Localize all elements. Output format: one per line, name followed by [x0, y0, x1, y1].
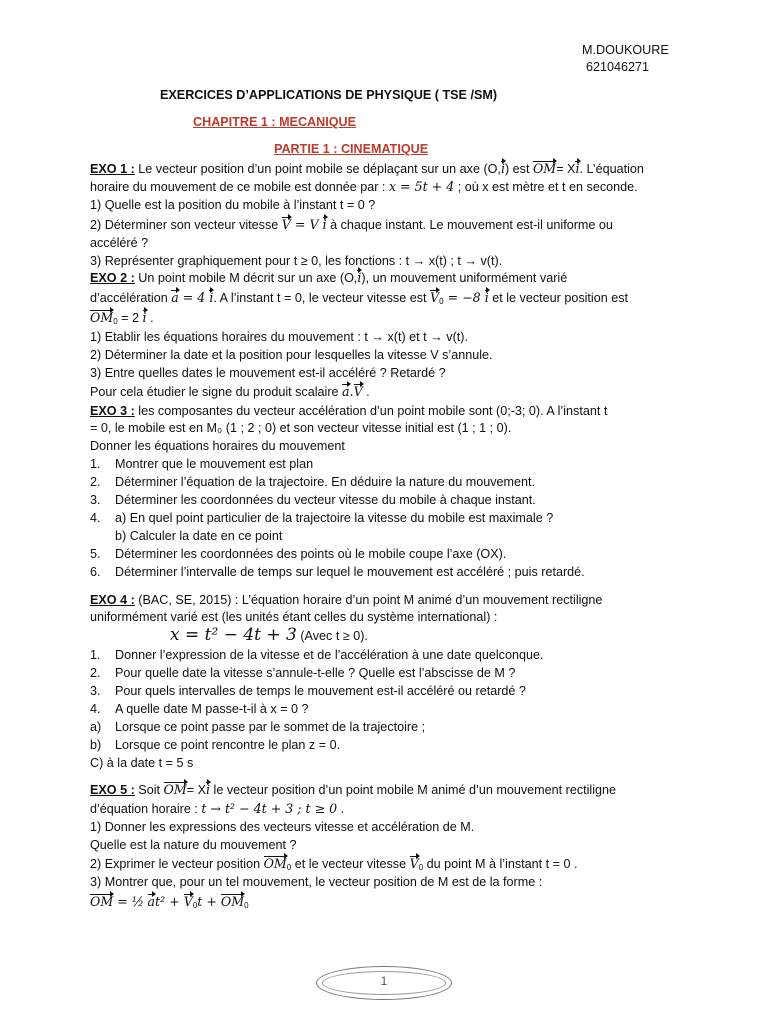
vector-om: OM [532, 161, 557, 176]
vector-om: OM [163, 782, 187, 797]
fraction-half: ½ [131, 894, 145, 909]
list-item: b) Lorsque ce point rencontre le plan z = 0. [90, 738, 341, 752]
vector-v: V [281, 217, 291, 232]
list-item: 4. A quelle date M passe-t-il à x = 0 ? [90, 702, 309, 716]
vector-om0: OM [220, 894, 245, 909]
exo2-line-3: $OM_0 = 2$ i . [90, 310, 154, 326]
unit-vector-i: i [484, 290, 489, 305]
unit-vector-i: i [357, 270, 362, 285]
list-item: 3. Déterminer les coordonnées du vecteur vitesse du mobile à chaque instant. [90, 493, 536, 507]
vector-a: a [171, 290, 179, 305]
exo4-equation-line: x = t² − 4t + 3 (Avec t ≥ 0). [170, 625, 368, 645]
exo1-label: EXO 1 : [90, 162, 135, 176]
chapter-title: CHAPITRE 1 : MECANIQUE [193, 115, 357, 129]
vector-v0: V [409, 856, 419, 871]
exo5-question-2: 2) Exprimer le vecteur position $OM_0$ et le vecteur vitesse $V_0$ du point M à l’instant t = 0 . [90, 856, 578, 872]
unit-vector-i: i [209, 290, 214, 305]
list-item: 1. Donner l’expression de la vitesse et de l’accélération à une date quelconque. [90, 648, 544, 662]
exo4-part-c: C) à la date t = 5 s [90, 756, 194, 770]
exo5-formula: OM = ½ $at^2 + V_0t + OM_0$ [90, 894, 249, 910]
unit-vector-i: i [142, 310, 147, 325]
vector-v: V [353, 384, 363, 399]
exo4-line-2: uniformément varié est (les unités étant celles du système international) : [90, 610, 498, 624]
vector-om: OM [90, 894, 114, 909]
part-title: PARTIE 1 : CINEMATIQUE [274, 142, 429, 156]
exo5-line-1: EXO 5 : Soit OM= Xi le vecteur position d’un point mobile M animé d’un mouvement rectiligne [90, 782, 617, 797]
exo2-line-2: d’accélération a = 4 i. A l’instant t = 0, le vecteur vitesse est $V_0 = -8$ i et le vecteur position est [90, 290, 629, 306]
exo2-question-4: Pour cela étudier le signe du produit scalaire a.V . [90, 384, 370, 399]
exo1-question-2-cont: accéléré ? [90, 236, 149, 250]
list-item: a) Lorsque ce point passe par le sommet de la trajectoire ; [90, 720, 426, 734]
exo5-question-1b: Quelle est la nature du mouvement ? [90, 838, 297, 852]
exo4-equation: x = t² − 4t + 3 [170, 625, 297, 645]
exo5-label: EXO 5 : [90, 783, 135, 797]
list-item: b) Calculer la date en ce point [115, 529, 283, 543]
exo3-line-1: EXO 3 : les composantes du vecteur accélération d’un point mobile sont (0;-3; 0). A l’instant t [90, 404, 608, 418]
exo2-label: EXO 2 : [90, 271, 135, 285]
list-item: 2. Déterminer l’équation de la trajectoire. En déduire la nature du mouvement. [90, 475, 536, 489]
vector-v0: V [430, 290, 440, 305]
list-item: 2. Pour quelle date la vitesse s’annule-t-elle ? Quelle est l’abscisse de M ? [90, 666, 516, 680]
exo1-question-1: 1) Quelle est la position du mobile à l’instant t = 0 ? [90, 198, 376, 212]
exo2-line-1: EXO 2 : Un point mobile M décrit sur un axe (O,i), un mouvement uniformément varié [90, 270, 568, 285]
document-title: EXERCICES D’APPLICATIONS DE PHYSIQUE ( TSE /SM) [160, 88, 498, 102]
vector-v0: V [183, 894, 193, 909]
unit-vector-i: i [322, 217, 327, 232]
exo3-label: EXO 3 : [90, 404, 135, 418]
exo4-label: EXO 4 : [90, 593, 135, 607]
exo1-line-1: EXO 1 : Le vecteur position d’un point mobile se déplaçant sur un axe (O,i) est OM= Xi. L’équation [90, 161, 644, 176]
exo2-question-3: 3) Entre quelles dates le mouvement est-il accéléré ? Retardé ? [90, 366, 446, 380]
list-item: 6. Déterminer l’intervalle de temps sur lequel le mouvement est accéléré ; puis retardé. [90, 565, 585, 579]
exo1-line-2: horaire du mouvement de ce mobile est donnée par : x = 5t + 4 ; où x est mètre et t en seconde. [90, 179, 638, 194]
author-name: M.DOUKOURE [582, 43, 669, 57]
vector-om0: OM [263, 856, 287, 871]
exo5-question-3: 3) Montrer que, pour un tel mouvement, le vecteur position de M est de la forme : [90, 875, 543, 889]
exo5-equation: t → t² − 4t + 3 ; t ≥ 0 [201, 801, 338, 816]
author-phone: 621046271 [586, 60, 650, 74]
page-number-badge [316, 966, 452, 1000]
vector-om0: OM [90, 310, 114, 325]
exo5-question-1: 1) Donner les expressions des vecteurs vitesse et accélération de M. [90, 820, 475, 834]
exo2-question-1: 1) Etablir les équations horaires du mouvement : t → x(t) et t → v(t). [90, 330, 468, 344]
exo1-question-2: 2) Déterminer son vecteur vitesse V = V i à chaque instant. Le mouvement est-il uniforme ou [90, 217, 613, 232]
exo1-question-3: 3) Représenter graphiquement pour t ≥ 0, les fonctions : t → x(t) ; t → v(t). [90, 254, 503, 268]
exo1-equation: x = 5t + 4 [388, 179, 455, 194]
list-item: 5. Déterminer les coordonnées des points où le mobile coupe l’axe (OX). [90, 547, 507, 561]
list-item: 3. Pour quels intervalles de temps le mouvement est-il accéléré ou retardé ? [90, 684, 526, 698]
unit-vector-i: i [575, 161, 580, 176]
exo3-line-2: = 0, le mobile est en M₀ (1 ; 2 ; 0) et son vecteur vitesse initial est (1 ; 1 ; 0). [90, 421, 512, 435]
exo2-question-2: 2) Déterminer la date et la position pour lesquelles la vitesse V s’annule. [90, 348, 493, 362]
exo3-line-3: Donner les équations horaires du mouvement [90, 439, 345, 453]
vector-a: a [342, 384, 350, 399]
exo5-line-2: d’équation horaire : t → t² − 4t + 3 ; t ≥ 0 . [90, 801, 345, 816]
vector-a: a [147, 894, 156, 909]
list-item: 1. Montrer que le mouvement est plan [90, 457, 314, 471]
page-number: 1 [380, 974, 388, 988]
list-item: 4. a) En quel point particulier de la trajectoire la vitesse du mobile est maximale ? [90, 511, 554, 525]
unit-vector-i: i [206, 782, 211, 797]
unit-vector-i: i [500, 161, 505, 176]
exo4-line-1: EXO 4 : (BAC, SE, 2015) : L’équation horaire d’un point M animé d’un mouvement rectiligne [90, 593, 603, 607]
